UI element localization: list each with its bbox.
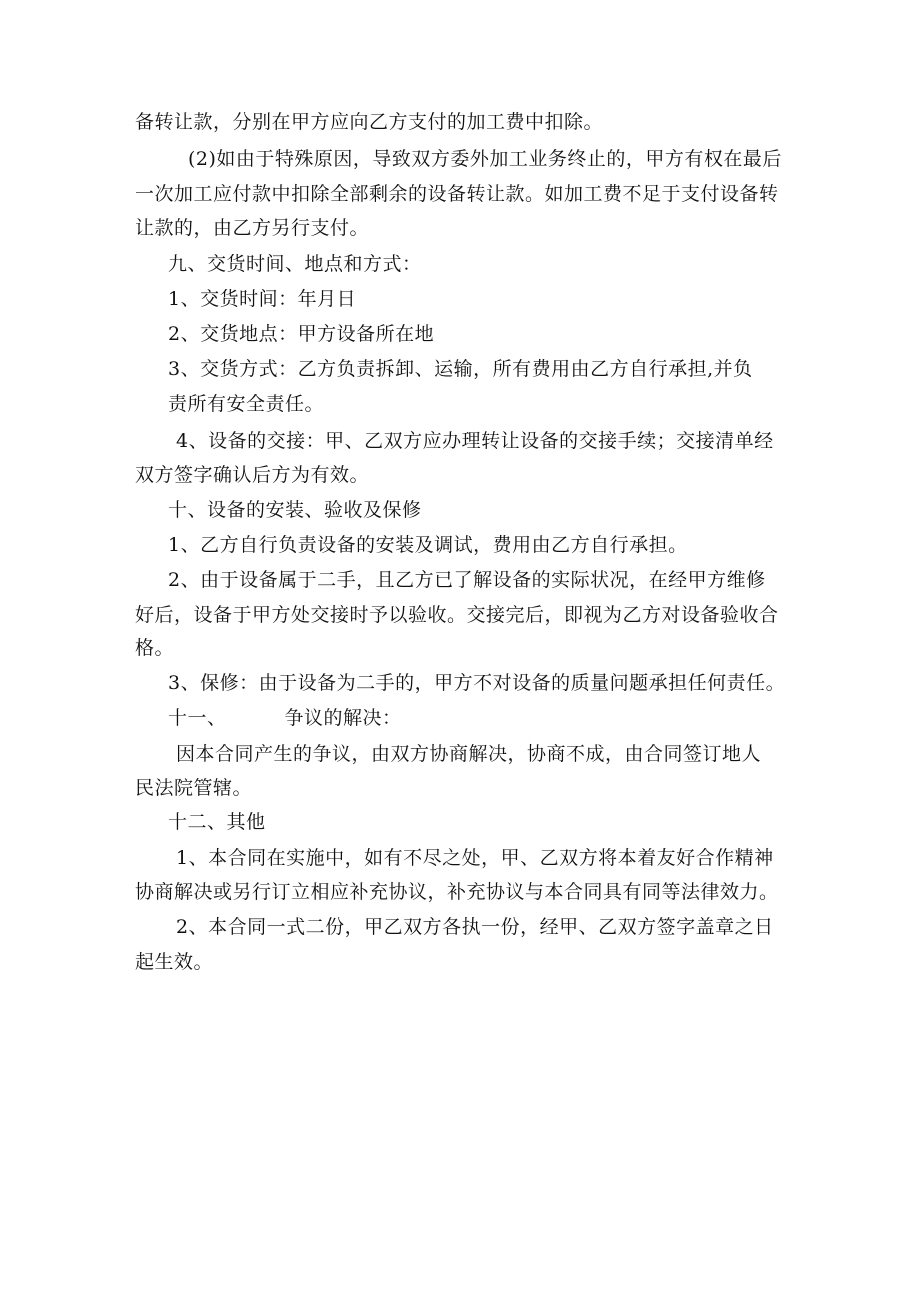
section-heading-installation: 十、设备的安装、验收及保修 — [168, 499, 422, 521]
paragraph-line: 协商解决或另行订立相应补充协议，补充协议与本合同具有同等法律效力。 — [135, 881, 779, 903]
paragraph-line: 3、保修：由于设备为二手的，甲方不对设备的质量问题承担任何责任。 — [168, 672, 786, 694]
paragraph-line: 格。 — [135, 637, 175, 659]
paragraph-line: 让款的，由乙方另行支付。 — [135, 217, 370, 239]
section-heading-other: 十二、其他 — [168, 811, 266, 833]
paragraph-line: 责所有安全责任。 — [168, 393, 325, 415]
paragraph-line: 1、乙方自行负责设备的安装及调试，费用由乙方自行承担。 — [168, 534, 688, 556]
paragraph-line: 1、本合同在实施中，如有不尽之处，甲、乙双方将本着友好合作精神 — [176, 847, 774, 869]
paragraph-line: 备转让款，分别在甲方应向乙方支付的加工费中扣除。 — [135, 111, 604, 133]
paragraph-line: 2、由于设备属于二手，且乙方已了解设备的实际状况，在经甲方维修 — [168, 569, 766, 591]
paragraph-line: (2)如由于特殊原因，导致双方委外加工业务终止的，甲方有权在最后 — [188, 148, 782, 170]
paragraph-line: 双方签字确认后方为有效。 — [135, 464, 370, 486]
section-heading-dispute — [168, 706, 402, 730]
paragraph-line: 2、交货地点：甲方设备所在地 — [168, 323, 435, 345]
paragraph-line: 1、交货时间：年月日 — [168, 288, 357, 310]
paragraph-line: 4、设备的交接：甲、乙双方应办理转让设备的交接手续；交接清单经 — [176, 430, 774, 452]
paragraph-line: 一次加工应付款中扣除全部剩余的设备转让款。如加工费不足于支付设备转 — [135, 183, 779, 205]
paragraph-line: 3、交货方式：乙方负责拆卸、运输，所有费用由乙方自行承担,并负 — [168, 358, 753, 380]
section-title: 争议的解决： — [284, 707, 402, 729]
section-number: 十一、 — [168, 707, 227, 729]
paragraph-line: 2、本合同一式二份，甲乙双方各执一份，经甲、乙双方签字盖章之日 — [176, 916, 774, 938]
paragraph-line: 好后，设备于甲方处交接时予以验收。交接完后，即视为乙方对设备验收合 — [135, 604, 779, 626]
section-heading-delivery: 九、交货时间、地点和方式： — [168, 253, 422, 275]
paragraph-line: 起生效。 — [135, 951, 214, 973]
paragraph-line: 因本合同产生的争议，由双方协商解决，协商不成，由合同签订地人 — [176, 743, 762, 765]
paragraph-line: 民法院管辖。 — [135, 777, 253, 799]
